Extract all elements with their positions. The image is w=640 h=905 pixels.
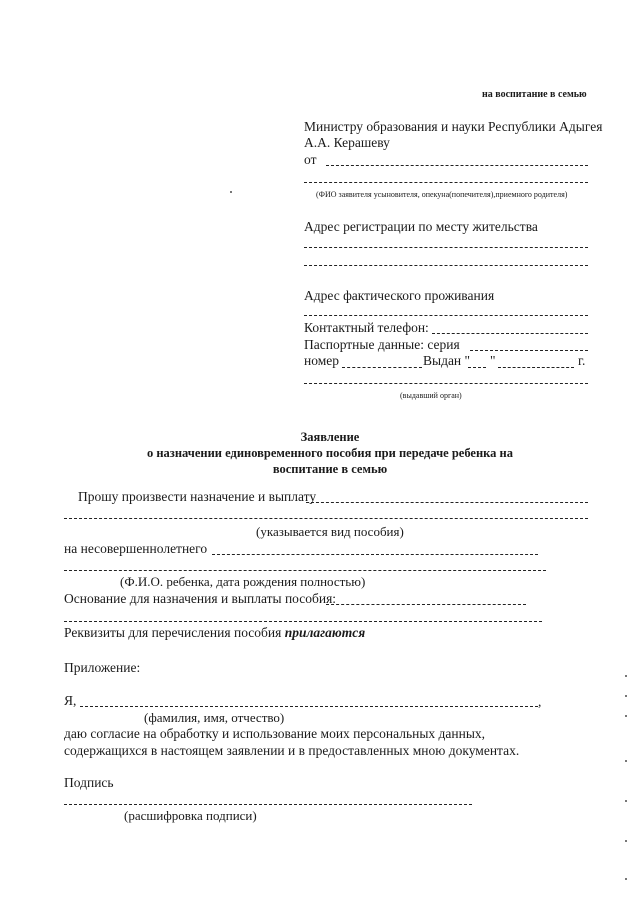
- name-hint: (фамилия, имя, отчество): [144, 710, 285, 725]
- basis-field-line[interactable]: [326, 604, 526, 605]
- from-label: от: [304, 152, 317, 167]
- issued-month-year-line[interactable]: [498, 367, 574, 368]
- scan-speck: [625, 800, 627, 802]
- scan-speck: [625, 840, 627, 842]
- from-field-line-2[interactable]: [304, 182, 588, 183]
- phone-label: Контактный телефон:: [304, 320, 429, 335]
- child-hint: (Ф.И.О. ребенка, дата рождения полностью): [120, 574, 366, 589]
- minor-label: на несовершеннолетнего: [64, 541, 208, 556]
- passport-series-line[interactable]: [470, 350, 588, 351]
- scan-speck: [625, 760, 627, 762]
- fullname-field-line[interactable]: [80, 706, 538, 707]
- registration-address-line-2[interactable]: [304, 265, 588, 266]
- passport-number-label: номер: [304, 353, 340, 368]
- issuer-hint: (выдавший орган): [400, 391, 462, 400]
- year-suffix: г.: [578, 353, 586, 368]
- issued-quote: ": [490, 353, 496, 368]
- scan-speck: [625, 675, 627, 677]
- title-line-3: воспитание в семью: [272, 462, 388, 476]
- title-line-1: Заявление: [300, 430, 360, 444]
- basis-label: Основание для назначения и выплаты пособия:: [64, 591, 337, 606]
- from-field-line[interactable]: [326, 165, 588, 166]
- addressee-line-1: Министру образования и науки Республики Адыгея: [304, 119, 603, 134]
- i-label: Я,: [64, 693, 77, 708]
- title-line-2: о назначении единовременного пособия при передаче ребенка на: [146, 446, 513, 460]
- basis-field-line-2[interactable]: [64, 621, 542, 622]
- registration-address-label: Адрес регистрации по месту жительства: [304, 219, 538, 234]
- consent-line-1: даю согласие на обработку и использование моих персональных данных,: [64, 726, 486, 741]
- addressee-line-2: А.А. Керашеву: [304, 135, 390, 150]
- header-note: на воспитание в семью: [482, 89, 587, 100]
- consent-line-2: содержащихся в настоящем заявлении и в предоставленных мною документах.: [64, 743, 520, 758]
- scan-speck: [625, 695, 627, 697]
- signature-label: Подпись: [64, 775, 114, 790]
- actual-address-line[interactable]: [304, 315, 588, 316]
- benefit-type-hint: (указывается вид пособия): [256, 524, 404, 539]
- passport-issued-label: Выдан ": [423, 353, 471, 368]
- scan-speck: [230, 191, 232, 193]
- issued-day-line[interactable]: [468, 367, 486, 368]
- issuer-line[interactable]: [304, 383, 588, 384]
- attachment-label: Приложение:: [64, 660, 141, 675]
- applicant-fio-hint: (ФИО заявителя усыновителя, опекуна(попечителя),приемного родителя): [316, 190, 568, 199]
- actual-address-label: Адрес фактического проживания: [304, 288, 495, 303]
- requisites-value: прилагаются: [284, 625, 366, 640]
- request-text: Прошу произвести назначение и выплату: [78, 489, 317, 504]
- scan-speck: [625, 715, 627, 717]
- requisites-label: [64, 625, 365, 641]
- passport-series-label: Паспортные данные: серия: [304, 337, 460, 352]
- benefit-field-line-2[interactable]: [64, 518, 588, 519]
- signature-line[interactable]: [64, 804, 472, 805]
- registration-address-line-1[interactable]: [304, 247, 588, 248]
- passport-number-line[interactable]: [342, 367, 422, 368]
- signature-hint: (расшифровка подписи): [124, 808, 257, 823]
- requisites-label-text: Реквизиты для перечисления пособия: [64, 625, 282, 640]
- scan-speck: [625, 878, 627, 880]
- minor-field-line-2[interactable]: [64, 570, 546, 571]
- phone-field-line[interactable]: [432, 333, 588, 334]
- minor-field-line[interactable]: [212, 554, 538, 555]
- comma: ,: [538, 694, 542, 709]
- benefit-field-line[interactable]: [306, 502, 588, 503]
